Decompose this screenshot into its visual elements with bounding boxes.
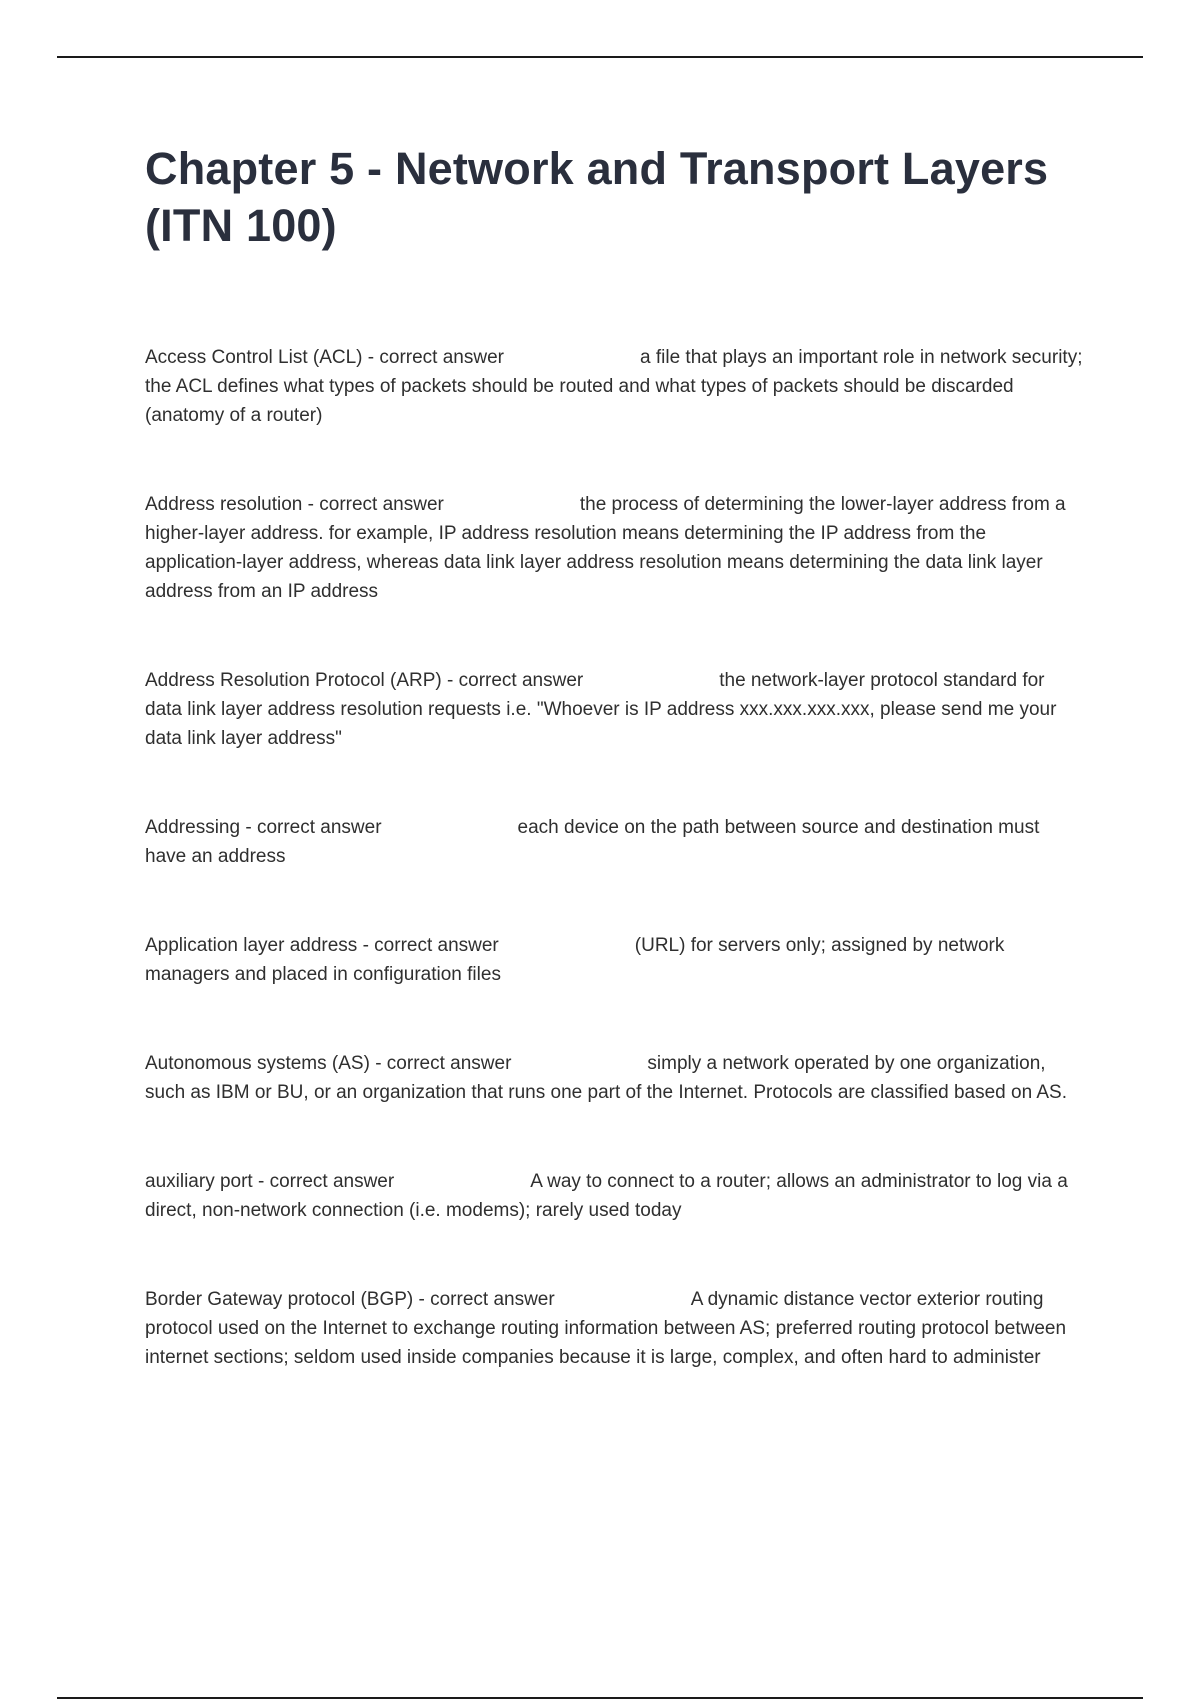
entry-term: Access Control List (ACL) - correct answer (145, 347, 504, 368)
document-title: Chapter 5 - Network and Transport Layers (ITN 100) (145, 143, 1049, 251)
entry-definition: simply a network operated by one organization, such as IBM or BU, or an organization that runs one part of the Internet. Protocols are classified based on AS. (145, 1053, 1068, 1103)
entry-term: Application layer address - correct answer (145, 935, 499, 956)
glossary-entry (145, 343, 1085, 430)
top-rule (57, 56, 1143, 58)
entry-term: Addressing - correct answer (145, 817, 382, 838)
glossary-list (145, 343, 1085, 1372)
glossary-entry (145, 813, 1085, 871)
entry-definition: each device on the path between source and destination must have an address (145, 817, 1040, 867)
bottom-rule (57, 1697, 1143, 1699)
glossary-entry (145, 931, 1085, 989)
entry-term: Border Gateway protocol (BGP) - correct answer (145, 1289, 555, 1310)
glossary-entry (145, 1167, 1085, 1225)
document-body (145, 140, 1085, 1432)
entry-definition: the process of determining the lower-layer address from a higher-layer address. for example, IP address resolution means determining the IP address from the application-layer address, whereas data link layer address resolution means determining the data link layer address from an IP address (145, 494, 1066, 602)
entry-term: auxiliary port - correct answer (145, 1171, 395, 1192)
entry-term: Address resolution - correct answer (145, 494, 444, 515)
entry-definition: the network-layer protocol standard for data link layer address resolution requests i.e. "Whoever is IP address xxx.xxx.xxx.xxx, please send me your data link layer address" (145, 670, 1057, 749)
glossary-entry (145, 1049, 1085, 1107)
glossary-entry (145, 1285, 1085, 1372)
entry-term: Address Resolution Protocol (ARP) - correct answer (145, 670, 584, 691)
entry-definition: A way to connect to a router; allows an administrator to log via a direct, non-network connection (i.e. modems); rarely used today (145, 1171, 1068, 1221)
entry-definition: (URL) for servers only; assigned by network managers and placed in configuration files (145, 935, 1005, 985)
glossary-entry (145, 666, 1085, 753)
entry-term: Autonomous systems (AS) - correct answer (145, 1053, 512, 1074)
glossary-entry (145, 490, 1085, 606)
entry-definition: a file that plays an important role in network security; the ACL defines what types of packets should be routed and what types of packets should be discarded (anatomy of a router) (145, 347, 1083, 426)
entry-definition: A dynamic distance vector exterior routing protocol used on the Internet to exchange routing information between AS; preferred routing protocol between internet sections; seldom used inside companies because it is large, complex, and often hard to administer (145, 1289, 1067, 1368)
